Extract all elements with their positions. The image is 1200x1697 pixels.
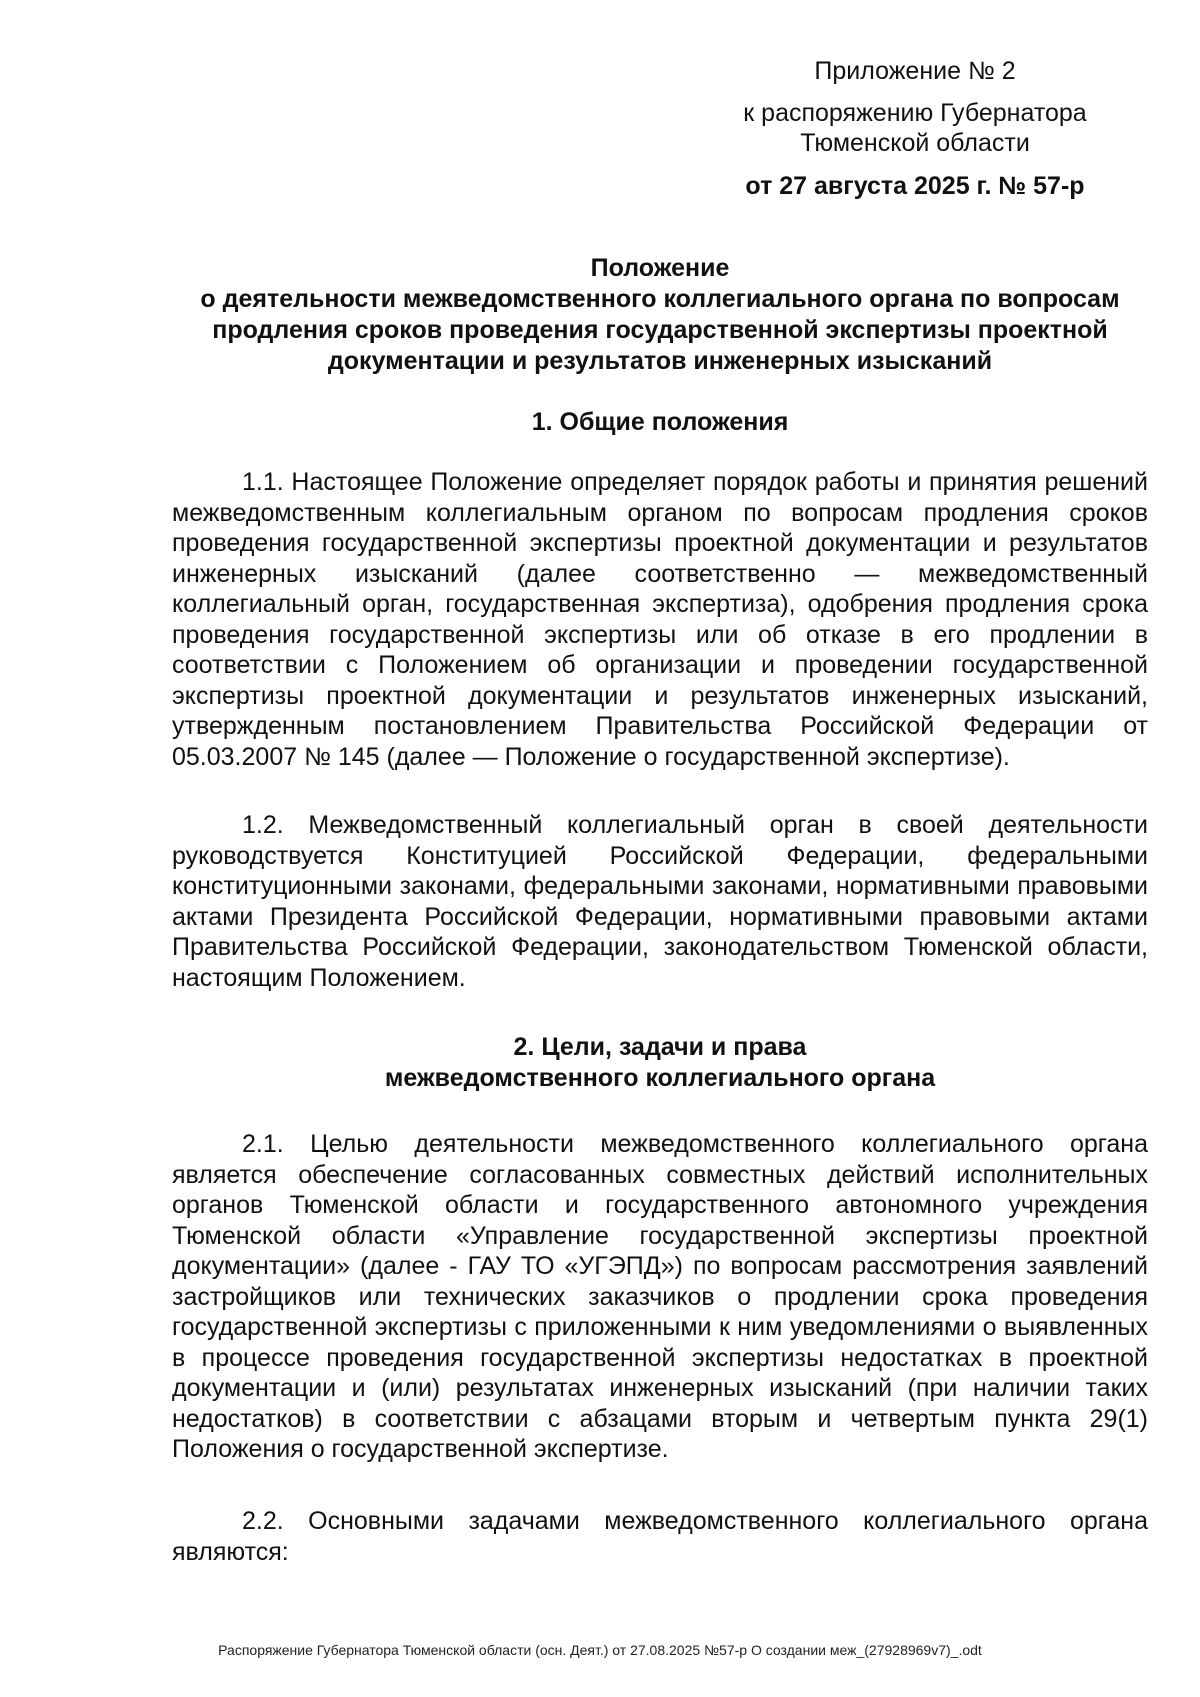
section-1-heading: 1. Общие положения xyxy=(531,408,789,436)
section-2-heading-line2: межведомственного коллегиального органа xyxy=(384,1064,936,1092)
appendix-reference-line1: к распоряжению Губернатора xyxy=(743,99,1087,127)
section-2-heading xyxy=(172,1032,1148,1094)
appendix-number: Приложение № 2 xyxy=(814,57,1016,85)
appendix-reference xyxy=(700,98,1130,158)
section-2-heading-line1: 2. Цели, задачи и права xyxy=(513,1033,807,1061)
page-footer: Распоряжение Губернатора Тюменской области (осн. Деят.) от 27.08.2025 №57-р О создании меж_(27928969v7)_.odt xyxy=(218,1642,982,1658)
order-date: от 27 августа 2025 г. № 57-р xyxy=(745,172,1085,200)
paragraph-1-2: 1.2. Межведомственный коллегиальный орган в своей деятельности руководствуется Конституцией Российской Федерации, федеральными конституционными законами, федеральными законами, нормативными правовыми актами Президента Российской Федерации, нормативными правовыми актами Правительства Российской Федерации, законодательством Тюменской области, настоящим Положением. xyxy=(172,811,1148,992)
document-title-line3: продления сроков проведения государственной экспертизы проектной xyxy=(212,316,1108,344)
paragraph-1-1: 1.1. Настоящее Положение определяет порядок работы и принятия решений межведомственным коллегиальным органом по вопросам продления сроков проведения государственной экспертизы проектной документации и результатов инженерных изысканий (далее соответственно — межведомственный коллегиальный орган, государственная экспертиза), одобрения продления срока проведения государственной экспертизы или об отказе в его продлении в соответствии с Положением об организации и проведении государственной экспертизы проектной документации и результатов инженерных изысканий, утвержденным постановлением Правительства Российской Федерации от 05.03.2007 № 145 (далее — Положение о государственной экспертизе). xyxy=(172,468,1148,771)
appendix-reference-line2: Тюменской области xyxy=(800,129,1030,157)
document-title-line4: документации и результатов инженерных изысканий xyxy=(327,347,993,375)
paragraph-2-2: 2.2. Основными задачами межведомственного коллегиального органа являются: xyxy=(172,1507,1148,1566)
document-title xyxy=(172,253,1148,377)
document-title-line2: о деятельности межведомственного коллегиального органа по вопросам xyxy=(200,285,1120,313)
document-title-line1: Положение xyxy=(590,254,730,282)
paragraph-2-1: 2.1. Целью деятельности межведомственного коллегиального органа является обеспечение согласованных совместных действий исполнительных органов Тюменской области и государственного автономного учреждения Тюменской области «Управление государственной экспертизы проектной документации» (далее - ГАУ ТО «УГЭПД») по вопросам рассмотрения заявлений застройщиков или технических заказчиков о продлении срока проведения государственной экспертизы с приложенными к ним уведомлениями о выявленных в процессе проведения государственной экспертизы недостатках в проектной документации и (или) результатах инженерных изысканий (при наличии таких недостатков) в соответствии с абзацами вторым и четвертым пункта 29(1) Положения о государственной экспертизе. xyxy=(172,1130,1148,1463)
